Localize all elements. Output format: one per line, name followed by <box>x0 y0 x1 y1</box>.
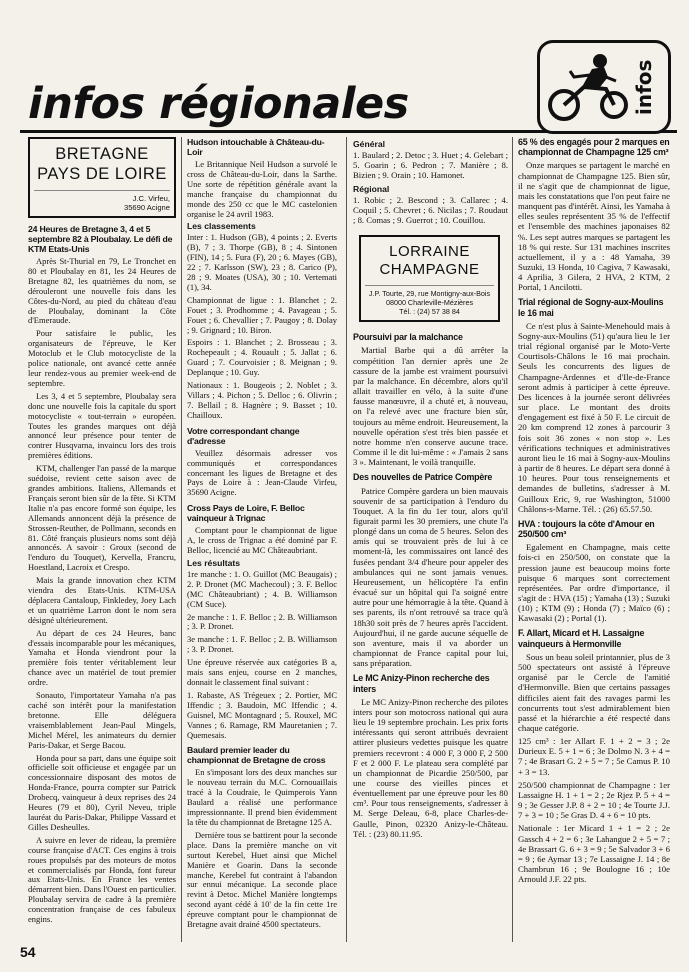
article-headline: Cross Pays de Loire, F. Belloc vainqueur à Trignac <box>187 503 305 524</box>
region-contact <box>34 190 170 212</box>
results-entry: 1. Rabaste, AS Trégeuex ; 2. Portier, MC Iffendic ; 3. Baudoin, MC Iffendic ; 4. Guisnel, MC Montagnard ; 5. Rouxel, MC Vannes ; 6. Ramage, RM Mauretanien ; 7. Quemesais. <box>187 689 337 740</box>
article-headline: Des nouvelles de Patrice Compère <box>353 472 493 483</box>
article-paragraph: Comptant pour le championnat de ligue A, le cross de Trignac a été dominé par F. Belloc, licencié au MC Châteaubriant. <box>187 525 337 556</box>
article-paragraph: A suivre en lever de rideau, la première course française d'ACT. Ces engins à trois roues propulsés par des moteurs de motos et commercialisés par Honda, font fureur aux Etats-Unis. En France les ventes démarrent bien. Dans l'Ouest en particulier. Ploubalay servira de cadre à la première concentration française de ces fabuleux engins. <box>28 834 176 925</box>
article-paragraph: Les 3, 4 et 5 septembre, Ploubalay sera donc une nouvelle fois la capitale du sport motocycliste « tout-terrain » européen. Toutes les grandes marques ont déjà annoncé leur présence pour tenter de contrer Husqvarna, invaincu lors des trois premières éditions. <box>28 390 176 461</box>
column-2 <box>187 137 337 933</box>
article-headline: F. Allart, Micard et H. Lassaigne vainqueurs à Hermonville <box>518 628 645 649</box>
article-paragraph: Egalement en Champagne, mais cette fois-ci en 250/500, on constate que la pression jaune est beaucoup moins forte puisque 6 marques sont correctement représentées. Par ordre d'importance, il s'agit de : HVA (15) ; Yamaha (13) ; Suzuki (10) ; KTM (9) ; Honda (7) ; Maïco (6) ; Kawasaki (2) ; Portal (1). <box>518 542 670 624</box>
results-entry: Nationaux : 1. Bougeois ; 2. Noblet ; 3. Villars ; 4. Pichon ; 5. Delloc ; 6. Olivrin ; 7. Bellail ; 8. Hagnère ; 9. Basset ; 10. Chailloux. <box>187 380 337 420</box>
article-paragraph: Martial Barbe qui a dû arrêter la compétition l'an dernier après une 2e cassure de la jambe est vraiment poursuivi par la malchance. En décembre, alors qu'il allait travailler en vélo, à la suite d'une fausse manœuvre, il a chuté et, à nouveau, on l'a relevé avec une fracture bien sûr, toujours au même endroit. Heureusement, la nouvelle opération s'est très bien passée et notre homme n'en conserve aucune trace. Comme il le dit lui-même : « J'amais 2 sans 3 ». Maintenant, le voilà tranquille. <box>353 345 508 468</box>
results-entry: Inter : 1. Hudson (GB), 4 points ; 2. Everts (B), 7 ; 3. Thorpe (GB), 8 ; 4. Sintonen (FIN), 14 ; 5. Fura (F), 20 ; 6. Mayes (GB), 22 ; 7. Karlsson (SW), 23 ; 8. Carico (P), 28 ; 9. Moates (USA), 30 ; 10. Vertemati (1), 34. <box>187 232 337 292</box>
results-entry: Espoirs : 1. Blanchet ; 2. Brosseau ; 3. Rochepeault ; 4. Rouault ; 5. Jallat ; 6. Guard ; 7. Courvoisier ; 8. Meignan ; 9. Deplanque ; 10. Guy. <box>187 337 337 378</box>
results-heading: Général <box>353 139 386 149</box>
article-headline: Hudson intouchable à Château-du-Loir <box>187 137 325 158</box>
results-entry: 2e manche : 1. F. Belloc ; 2. B. Williamson ; 3. P. Dronet. <box>187 611 337 632</box>
region-name: PAYS DE LOIRE <box>37 165 167 183</box>
results-heading: Les classements <box>187 221 256 232</box>
column-rule <box>512 137 513 942</box>
region-contact <box>365 285 494 316</box>
logo-wordmark: infos <box>632 59 656 115</box>
contact-name: J.C. Virfeu, <box>132 194 170 203</box>
results-entry: Championnat de ligue : 1. Blanchet ; 2. Fouet ; 3. Prodhomme ; 4. Pavageau ; 5. Fouet ; 6. Chevallier ; 7. Paugoy ; 8. Dolay ; 9. Grignard ; 10. Biron. <box>187 294 337 335</box>
article-paragraph: Veuillez désormais adresser vos communiqués et correspondances concernant les ligues de Bretagne et des Pays de Loire à : Jean-Claude Virfeu, 35690 Acigne. <box>187 447 337 498</box>
motorcycle-rider-icon <box>544 47 632 125</box>
column-rule <box>181 137 182 942</box>
contact-city: 08000 Charleville-Mézières <box>385 298 474 308</box>
column-1 <box>28 137 176 928</box>
results-entry: Nationale : 1er Micard 1 + 1 = 2 ; 2e Gassch 4 + 2 = 6 ; 3e Lahangue 2 + 5 = 7 ; 4e Brassart G. 6 + 3 = 9 ; 5e Salvador 3 + 6 = 9 ; 6e Aymar 13 ; 7e Lassaigne J. 14 ; 8e Chambrun 16 ; 9e Boulogne 16 ; 10e Arnould J.F. 22 pts. <box>518 823 670 885</box>
contact-address: J.P. Tourte, 29, rue Montigny-aux-Bois <box>368 289 491 299</box>
results-heading: Les résultats <box>187 558 241 568</box>
article-paragraph: KTM, challenger l'an passé de la marque suédoise, revient cette saison avec de grandes ambitions. Italiens, Allemands et Français seront bien sûr de la fête. Si KTM Italie n'a pas encore formé son équipe, les Allemands annoncent déjà la présence de Strossen-Reuther, de Pollmann, seconds en 81. Côté français plusieurs noms sont déjà annoncés. A savoir : Groux (second de l'enduro du Touquet), Kervella, Francru, Hoestland, Lacroix et Crespo. <box>28 463 176 573</box>
article-paragraph: Au départ de ces 24 Heures, banc d'essais incomparable pour les mécaniques, Yamaha et Honda viendront pour la première fois tenter véritablement leur chance avec un matériel de tout premier ordre. <box>28 627 176 688</box>
results-heading: Régional <box>353 183 390 194</box>
results-entry: Une épreuve réservée aux catégories B a, mais sans enjeu, course en 2 manches, donnait le classement final suivant : <box>187 657 337 687</box>
article-paragraph: En s'imposant lors des deux manches sur le nouveau terrain du M.C. Cornouaillais tracé à la Coudraie, le Quimperois Yann Baulard a réalisé une performance impressionnante. Il prend bien évidemment la tête du championnat de Bretagne 125 A. <box>187 767 337 827</box>
column-4 <box>518 137 670 887</box>
page-number: 54 <box>20 944 36 960</box>
article-paragraph: Le MC Anizy-Pinon recherche des pilotes inters pour son motocross national qui aura lieu le 19 septembre prochain. Les prix forts intéressants qui seront attribués devraient attirer plusieurs vedettes puisque les quatre premiers recevront : 4 000 F, 3 000 F, 2 500 F et 2 000 F. Le plateau sera complété par un championnat de Picardie 250/500, par une course des vieilles pinces et éventuellement par une épreuve pour les 80 cm³. Pour tous renseignements, s'adresser à M. Serge Deleau, 6-8, place Charles-de-Gaulle, Pinon, 02320 Anizy-le-Château. Tél. : (23) 80.11.95. <box>353 696 508 839</box>
article-paragraph: Dernière tous se battirent pour la seconde place. Dans la première manche on vit surtout Kerebel, Huet ainsi que Michel Manière et Goarin. Dans la seconde manche, Kerebel fut contraint à l'abandon sur ennui mécanique. La seconde place revint à Detoc. Michel Manière longtemps second ayant cédé à 10' de la fin cette 1re épreuve comptant pour le championnat de Bretagne avait drainé 4500 spectateurs. <box>187 829 337 930</box>
article-paragraph: Mais la grande innovation chez KTM viendra des Etats-Unis. KTM-USA déplacera Cantaloup, Finkledey, Joey Lach et un quatrième Larron dont le nom sera désigné ultérieurement. <box>28 575 176 625</box>
results-entry: 1. Baulard ; 2. Detoc ; 3. Huet ; 4. Gelebart ; 5. Goarin ; 6. Pedron ; 7. Manière ; 8. Bizien ; 9. Orain ; 10. Hamonet. <box>353 150 508 181</box>
article-headline: 24 Heures de Bretagne 3, 4 et 5 septembre 82 à Ploubalay. Le défi de KTM Etats-Unis <box>28 224 173 255</box>
region-box-bretagne <box>28 137 176 218</box>
article-headline: Poursuivi par la malchance <box>353 332 463 343</box>
article-headline: 65 % des engagés pour 2 marques en championnat de Champagne 125 cm³ <box>518 137 670 158</box>
article-paragraph: Onze marques se partagent le marché en championnat de Champagne 125. Bien sûr, il ne s'agit que de championnat de ligue, mais les constatations que l'on peut faire ne manquent pas d'intérêt. Ainsi, les Yamaha à elles seules représentent 35 % de l'effectif et l'ensemble des machines japonaises 82 %. Les sept autres marques se partagent les 18 % qui reste. Sur 131 machines inscrites actuellement, il y a : 48 Yamaha, 39 Suzuki, 13 Honda, 10 Cagiva, 7 Kawasaki, 4 Aprilia, 3 Gilera, 2 HVA, 2 KTM, 2 Portal, 1 Ancilotti. <box>518 160 670 293</box>
region-name: LORRAINE <box>389 243 470 261</box>
region-name: CHAMPAGNE <box>379 261 480 279</box>
article-headline: HVA : toujours la côte d'Amour en 250/500 cm³ <box>518 518 655 540</box>
article-paragraph: Patrice Compère gardera un bien mauvais souvenir de sa participation à l'enduro du Touquet. A la fin du 1er tour, alors qu'il figurait parmi les 30 premiers, une chute l'a plongé dans un coma de 5 heures. Selon des amis qui se trouvaient près de lui à ce moment-là, les commissaires ont lancé des fusées pendant 3/4 d'heure pour appeler des ambulances qui ne sont jamais venues. Heureusement, un hélicoptère l'a enfin évacué sur un hôpital qui l'a soigné entre autre pour une hémorragie à la tête. Quand à ses parents, ils n'ont retrouvé sa trace qu'à 18h30 soit près de 7 heures après l'accident. Aujourd'hui, il ne garde aucune séquelle de son aventure, mais il va aborder un championnat de France capital pour lui, sans préparation. <box>353 485 508 669</box>
infos-logo <box>537 40 671 134</box>
article-paragraph: Après St-Thurial en 79, Le Tronchet en 80 et Ploubalay en 81, les 24 Heures de Bretagne 82, les quatrièmes du nom, se dérouleront une nouvelle fois dans les Côtes-du-Nord, au pied du château d'eau de Ploubalay, dominant la Côte d'Emeraude. <box>28 256 176 326</box>
article-paragraph: Sous un beau soleil printannier, plus de 3 500 spectateurs ont assisté à l'épreuve organisé par le Cercle de l'amitié d'Hermonville. Bien que certains passages difficiles aient fait des ravages parmi les concurrents tout s'est admirablement bien passé et la hiérarchie a été respecté dans chaque catégorie. <box>518 651 670 733</box>
results-entry: 1. Robic ; 2. Bescond ; 3. Callarec ; 4. Coquil ; 5. Chevret ; 6. Nicilas ; 7. Roudaut ; 8. Comas ; 9. Guerrot ; 10. Couillou. <box>353 194 508 226</box>
results-entry: 125 cm³ : 1er Allart F. 1 + 2 = 3 ; 2e Durieux E. 5 + 1 = 6 ; 3e Dolmo N. 3 + 4 = 7 ; 4e Brasart G. 2 + 5 = 7 ; 5e Camus P. 10 + 3 = 13. <box>518 736 670 777</box>
article-paragraph: Sonauto, l'importateur Yamaha n'a pas caché son intérêt pour la manifestation bretonne. Elle déléguera vraisemblablement Jean-Paul Mingels, Michel Mérel, les animateurs du dernier Paris-Dakar, et Serge Bacou. <box>28 690 176 750</box>
article-headline: Le MC Anizy-Pinon recherche des inters <box>353 673 490 694</box>
article-headline: Baulard premier leader du championnat de Bretagne de cross <box>187 745 326 766</box>
article-paragraph: Ce n'est plus à Sainte-Menehould mais à Sogny-aux-Moulins (51) qu'aura lieu le 1er trial régional organisé par le Moto-Verte Courtisols-Châlons le 16 mai prochain. Seuls les concurrents des ligues de Champagne-Ardennes et d'Ile-de-France seront admis à participer à cette épreuve. Des licences à la journée seront délivrées sur place. Le montant des droits d'engagement est fixé à 50 F. Le circuit de 20 km comprend 12 zones à parcourir 3 fois soit 36 zones « non stop ». Les vérifications techniques et administratives auront lieu le 16 mai à Sogny-aux-Moulins à partir de 8 heures. Le départ sera donné à 10 heures. Pour tous renseignements et demandes de bulletins, s'adresser à M. Guilloux Eric, 9, rue Washington, 51000 Châlons-s-Marne. Tél. : (26) 65.57.50. <box>518 320 670 514</box>
column-3 <box>353 137 508 842</box>
section-title: infos régionales <box>28 79 409 129</box>
results-entry: 3e manche : 1. F. Belloc ; 2. B. Williamson ; 3. P. Dronet. <box>187 634 337 655</box>
article-headline: Trial régional de Sogny-aux-Moulins le 16 mai <box>518 297 664 318</box>
column-rule <box>346 137 347 942</box>
region-box-lorraine <box>359 235 500 322</box>
results-entry: 1re manche : 1. O. Guillot (MC Beaugais) ; 2. P. Dronet (MC Machecoul) ; 3. F. Belloc (MC Châteaubriant) ; 4. B. Williamson (CM Suce). <box>187 568 337 609</box>
article-paragraph: Le Britannique Neil Hudson a survolé le cross de Château-du-Loir, dans la Sarthe. Une sorte de répétition générale avant la manche française du championnat du monde des 250 cc que le MC castelonien organise le 24 avril 1983. <box>187 159 337 219</box>
article-headline: Votre correspondant change d'adresse <box>187 425 300 446</box>
contact-phone: Tél. : (24) 57 38 84 <box>399 307 460 317</box>
article-paragraph: Pour satisfaire le public, les organisateurs de l'épreuve, le Ker Motoclub et le Club motocycliste de la police nationale, ont avancé cette année leur rendez-vous au premier week-end de septembre. <box>28 328 176 388</box>
article-paragraph: Honda pour sa part, dans une équipe soit officielle soit officieuse et engagée par un concessionnaire disposant des motos de Honda-France, pourra compter sur Patrick Drobecq, vainqueur à deux reprises des 24 Heures (79 et 80), Cyril Neveu, triple lauréat du Paris-Dakar, Philippe Vassard et Gilles Desheulles. <box>28 752 176 832</box>
contact-city: 35690 Acigne <box>123 203 170 212</box>
region-name: BRETAGNE <box>55 145 149 163</box>
results-entry: 250/500 championnat de Champagne : 1er Lassaigne H. 1 + 1 = 2 ; 2e Rjez P. 5 + 4 = 9 ; 3e Gesser J.P. 8 + 2 = 10 ; 4e Tourte J.J. 7 + 3 = 10 ; 5e Gras D. 4 + 6 = 10 pts. <box>518 779 670 821</box>
